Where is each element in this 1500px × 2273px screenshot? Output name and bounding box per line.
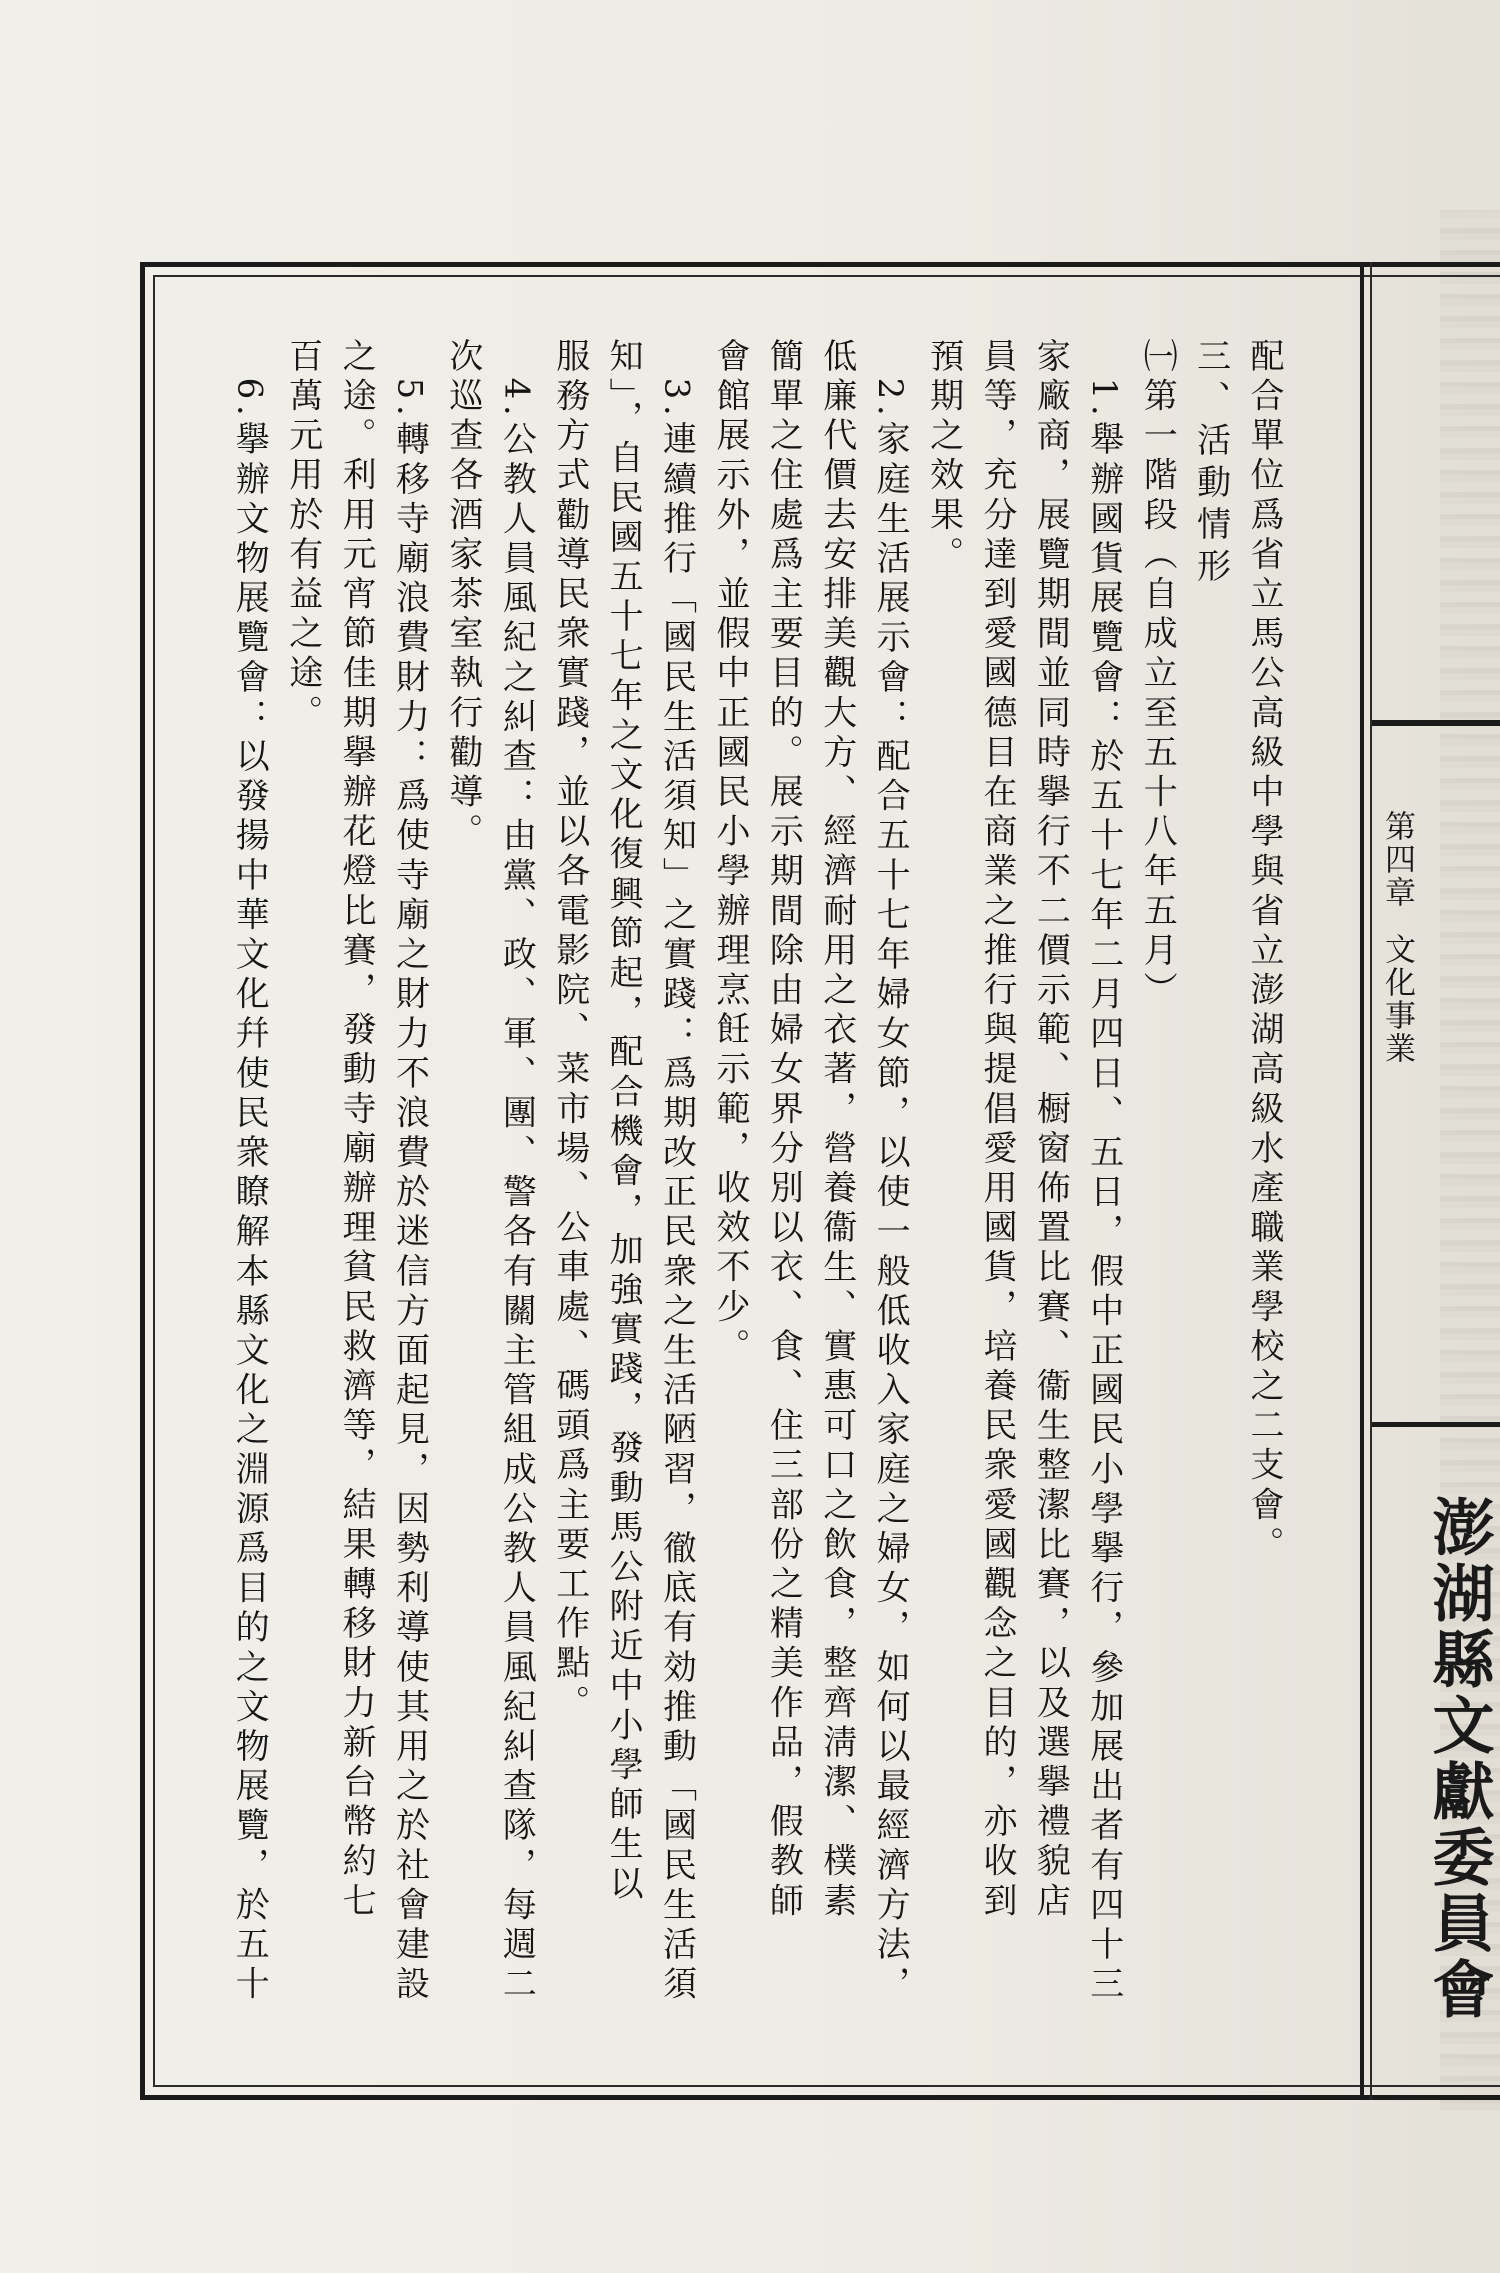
text-column: 服務方式勸導民衆實踐，並以各電影院、菜市場、公車處、碼頭爲主要工作點。 bbox=[549, 338, 590, 1724]
text-column: 低廉代價去安排美觀大方、經濟耐用之衣著，營養衞生、實惠可口之飲食，整齊淸潔、樸素 bbox=[816, 338, 857, 1922]
text-column: 員等，充分達到愛國德目在商業之推行與提倡愛用國貨，培養民衆愛國觀念之目的，亦收到 bbox=[976, 338, 1017, 1922]
header-divider-rule bbox=[1360, 262, 1364, 2100]
body-text bbox=[222, 338, 1290, 2078]
text-column: 2.家庭生活展示會：配合五十七年婦女節，以使一般低收入家庭之婦女，如何以最經濟方法， bbox=[870, 338, 911, 2006]
text-column: 之途。利用元宵節佳期擧辦花燈比賽，發動寺廟辦理貧民救濟等，結果轉移財力新台幣約七 bbox=[336, 338, 377, 1922]
text-column: 6.擧辦文物展覽會：以發揚中華文化幷使民衆瞭解本縣文化之淵源爲目的之文物展覽，於五十 bbox=[229, 338, 270, 2006]
text-column: 次巡查各酒家茶室執行勸導。 bbox=[442, 338, 483, 853]
text-column: 會館展示外，並假中正國民小學辦理烹飪示範，收效不少。 bbox=[709, 338, 750, 1368]
text-column: 簡單之住處爲主要目的。展示期間除由婦女界分別以衣、食、住三部份之精美作品，假教師 bbox=[763, 338, 804, 1922]
chapter-title: 文化事業 bbox=[1379, 933, 1415, 1065]
running-header bbox=[1378, 810, 1416, 1065]
text-column: 5.轉移寺廟浪費財力：爲使寺廟之財力不浪費於迷信方面起見，因勢利導使其用之於社會建設 bbox=[389, 338, 430, 2006]
text-column: 4.公教人員風紀之糾查：由黨、政、軍、團、警各有關主管組成公教人員風紀糾查隊，每週二 bbox=[496, 338, 537, 2006]
text-column: 知」，自民國五十七年之文化復興節起，配合機會，加強實踐，發動馬公附近中小學師生以 bbox=[603, 338, 644, 1905]
text-column: 百萬元用於有益之途。 bbox=[282, 338, 323, 734]
text-column: 3.連續推行「國民生活須知」之實踐：爲期改正民衆之生活陋習，徹底有効推動「國民生活須 bbox=[656, 338, 697, 2006]
text-column: 預期之效果。 bbox=[923, 338, 964, 576]
header-divider-rule-thin bbox=[1370, 262, 1372, 2100]
fishtail-mark-bottom bbox=[1372, 1422, 1500, 1427]
section-heading: 三、活動情形 bbox=[1190, 338, 1231, 590]
text-column: 家廠商，展覽期間並同時擧行不二價示範、橱窗佈置比賽、衞生整潔比賽，以及選擧禮貌店 bbox=[1030, 338, 1071, 1922]
text-column: 1.舉辦國貨展覽會：於五十七年二月四日、五日，假中正國民小學擧行，參加展出者有四十三 bbox=[1083, 338, 1124, 2006]
chapter-number: 第四章 bbox=[1379, 810, 1415, 909]
publisher-title: 澎湖縣文獻委員會 bbox=[1422, 1495, 1495, 2023]
fishtail-mark-top bbox=[1372, 720, 1500, 726]
text-column: 配合單位爲省立馬公高級中學與省立澎湖高級水產職業學校之二支會。 bbox=[1244, 338, 1284, 1566]
subsection-heading: ㈠第一階段（自成立至五十八年五月） bbox=[1137, 338, 1178, 1012]
